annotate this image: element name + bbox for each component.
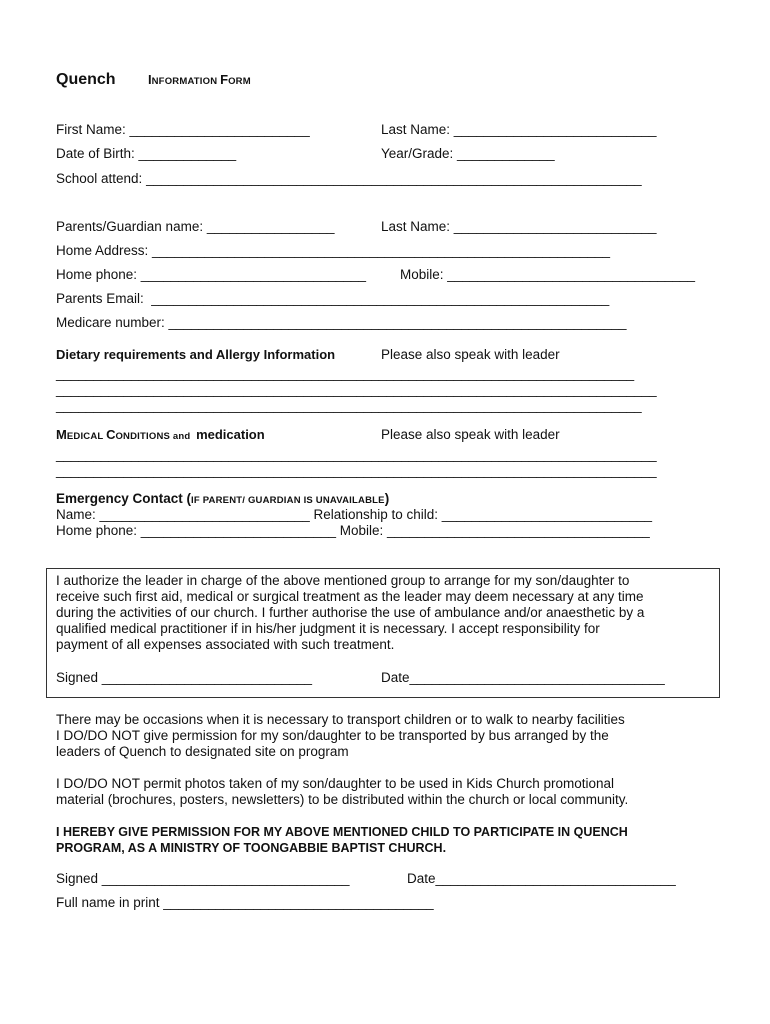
- school-field[interactable]: School attend: __________________________________________________________________: [56, 171, 642, 186]
- authorization-date-field[interactable]: Date__________________________________: [381, 670, 665, 685]
- medical-line-2[interactable]: ________________________________________________________________________________: [56, 463, 657, 478]
- form-title: INFORMATION FORM: [148, 72, 251, 87]
- emergency-phone-field[interactable]: Home phone: __________________________ Mobile: ___________________________________: [56, 523, 650, 538]
- transport-line-2: I DO/DO NOT give permission for my son/daughter to be transported by bus arranged by the: [56, 728, 609, 743]
- last-name-field[interactable]: Last Name: ___________________________: [381, 122, 657, 137]
- final-date-field[interactable]: Date________________________________: [407, 871, 676, 886]
- permission-line-2: PROGRAM, AS A MINISTRY OF TOONGABBIE BAPTIST CHURCH.: [56, 841, 447, 855]
- medical-note: Please also speak with leader: [381, 427, 560, 442]
- guardian-last-name-field[interactable]: Last Name: ___________________________: [381, 219, 657, 234]
- dietary-line-2[interactable]: ________________________________________________________________________________: [56, 382, 657, 397]
- medicare-number-field[interactable]: Medicare number: _____________________________________________________________: [56, 315, 627, 330]
- full-name-print-field[interactable]: Full name in print ____________________________________: [56, 895, 434, 910]
- transport-line-3: leaders of Quench to designated site on program: [56, 744, 349, 759]
- authorization-line-3: during the activities of our church. I further authorise the use of ambulance and/or anaesthetic by a: [56, 605, 645, 620]
- emergency-heading: Emergency Contact (IF PARENT/ GUARDIAN IS UNAVAILABLE): [56, 491, 390, 506]
- emergency-name-field[interactable]: Name: ____________________________ Relationship to child: ____________________________: [56, 507, 653, 522]
- dietary-heading: Dietary requirements and Allergy Information: [56, 347, 336, 362]
- dietary-note: Please also speak with leader: [381, 347, 560, 362]
- authorization-line-2: receive such first aid, medical or surgical treatment as the leader may deem necessary at any time: [56, 589, 644, 604]
- first-name-field[interactable]: First Name: ________________________: [56, 122, 310, 137]
- medical-heading: MEDICAL CONDITIONS and medication: [56, 427, 265, 442]
- authorization-line-5: payment of all expenses associated with such treatment.: [56, 637, 395, 652]
- mobile-field[interactable]: Mobile: _________________________________: [400, 267, 696, 282]
- brand-title: Quench: [56, 71, 116, 88]
- home-phone-field[interactable]: Home phone: ______________________________: [56, 267, 367, 282]
- medical-line-1[interactable]: ________________________________________________________________________________: [56, 447, 657, 462]
- parents-email-field[interactable]: Parents Email: _____________________________________________________________: [56, 291, 610, 306]
- authorization-line-1: I authorize the leader in charge of the above mentioned group to arrange for my son/daughter to: [56, 573, 630, 588]
- home-address-field[interactable]: Home Address: _____________________________________________________________: [56, 243, 611, 258]
- guardian-name-field[interactable]: Parents/Guardian name: _________________: [56, 219, 335, 234]
- date-of-birth-field[interactable]: Date of Birth: _____________: [56, 146, 237, 161]
- dietary-line-1[interactable]: _____________________________________________________________________________: [56, 366, 635, 381]
- dietary-line-3[interactable]: ______________________________________________________________________________: [56, 398, 642, 413]
- photos-line-2: material (brochures, posters, newsletters) to be distributed within the church or local community.: [56, 792, 629, 807]
- final-signature-field[interactable]: Signed _________________________________: [56, 871, 350, 886]
- permission-line-1: I HEREBY GIVE PERMISSION FOR MY ABOVE MENTIONED CHILD TO PARTICIPATE IN QUENCH: [56, 825, 628, 839]
- photos-line-1: I DO/DO NOT permit photos taken of my son/daughter to be used in Kids Church promotional: [56, 776, 615, 791]
- transport-line-1: There may be occasions when it is necessary to transport children or to walk to nearby facilities: [56, 712, 625, 727]
- authorization-signature-field[interactable]: Signed ____________________________: [56, 670, 313, 685]
- year-grade-field[interactable]: Year/Grade: _____________: [381, 146, 555, 161]
- authorization-line-4: qualified medical practitioner if in his/her judgment it is necessary. I accept responsibility for: [56, 621, 600, 636]
